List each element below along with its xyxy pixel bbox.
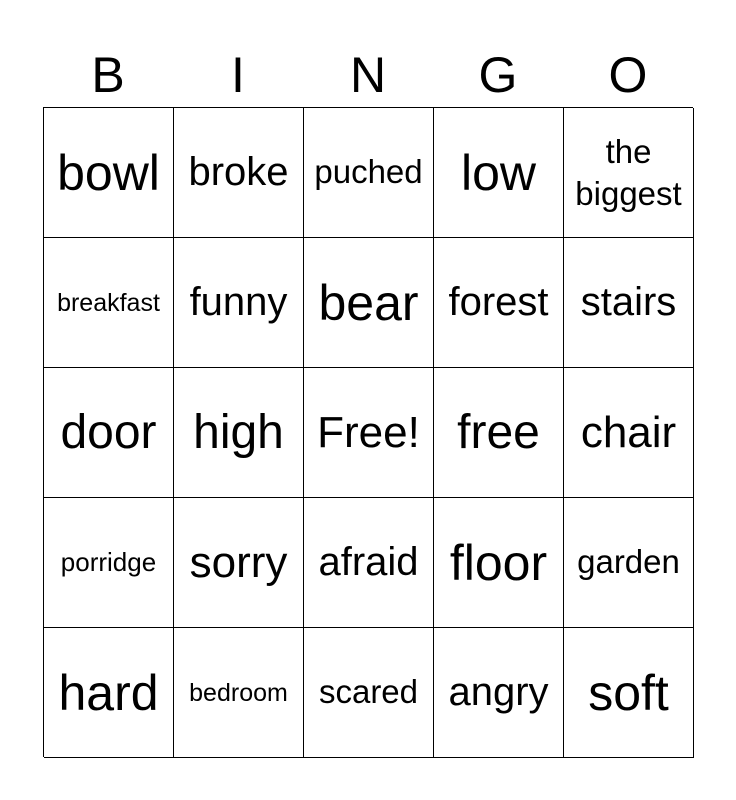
bingo-cell[interactable] <box>434 628 564 758</box>
bingo-cell[interactable] <box>434 108 564 238</box>
bingo-cell[interactable] <box>564 628 694 758</box>
bingo-cell[interactable] <box>564 368 694 498</box>
bingo-cell[interactable] <box>304 238 434 368</box>
cell-word: door <box>60 405 157 459</box>
bingo-cell[interactable] <box>304 498 434 628</box>
bingo-header <box>43 44 693 106</box>
cell-word: floor <box>449 534 548 591</box>
free-space-label: Free! <box>317 407 420 457</box>
cell-word: soft <box>588 664 669 721</box>
cell-word: bowl <box>57 144 160 201</box>
cell-word: breakfast <box>57 288 160 317</box>
bingo-cell[interactable] <box>44 238 174 368</box>
bingo-cell[interactable] <box>174 108 304 238</box>
header-letter-n: N <box>349 47 387 103</box>
bingo-cell[interactable] <box>304 108 434 238</box>
bingo-board <box>43 107 693 757</box>
bingo-cell[interactable] <box>44 628 174 758</box>
cell-word: afraid <box>318 540 419 585</box>
cell-word: scared <box>318 673 419 711</box>
cell-word: bear <box>318 274 419 331</box>
cell-word: chair <box>580 407 677 457</box>
bingo-cell[interactable] <box>44 368 174 498</box>
bingo-cell free-space[interactable] <box>304 368 434 498</box>
bingo-cell[interactable] <box>564 238 694 368</box>
cell-word: the biggest <box>575 133 682 212</box>
cell-word: stairs <box>580 280 677 325</box>
header-letter-i: I <box>231 47 245 103</box>
header-letter-b: B <box>91 47 125 103</box>
cell-word: sorry <box>189 537 288 587</box>
bingo-cell[interactable] <box>434 368 564 498</box>
cell-word: high <box>193 405 284 459</box>
cell-word: low <box>460 144 537 201</box>
bingo-cell[interactable] <box>174 238 304 368</box>
cell-word: puched <box>314 153 423 191</box>
cell-word: garden <box>577 543 680 581</box>
bingo-cell[interactable] <box>174 498 304 628</box>
header-letter-g: G <box>478 47 518 103</box>
cell-word: hard <box>58 664 159 721</box>
bingo-cell[interactable] <box>434 238 564 368</box>
cell-word: bedroom <box>189 678 288 707</box>
cell-word: free <box>457 405 540 459</box>
bingo-cell[interactable] <box>44 498 174 628</box>
header-letter-o: O <box>608 47 648 103</box>
bingo-cell[interactable] <box>434 498 564 628</box>
cell-word: porridge <box>60 546 157 577</box>
cell-word: broke <box>188 150 289 195</box>
bingo-cell[interactable] <box>564 108 694 238</box>
bingo-cell[interactable] <box>174 368 304 498</box>
bingo-cell[interactable] <box>174 628 304 758</box>
bingo-cell[interactable] <box>44 108 174 238</box>
bingo-cell[interactable] <box>304 628 434 758</box>
bingo-cell[interactable] <box>564 498 694 628</box>
cell-word: forest <box>448 280 549 325</box>
cell-word: funny <box>189 280 288 325</box>
cell-word: angry <box>448 670 549 715</box>
